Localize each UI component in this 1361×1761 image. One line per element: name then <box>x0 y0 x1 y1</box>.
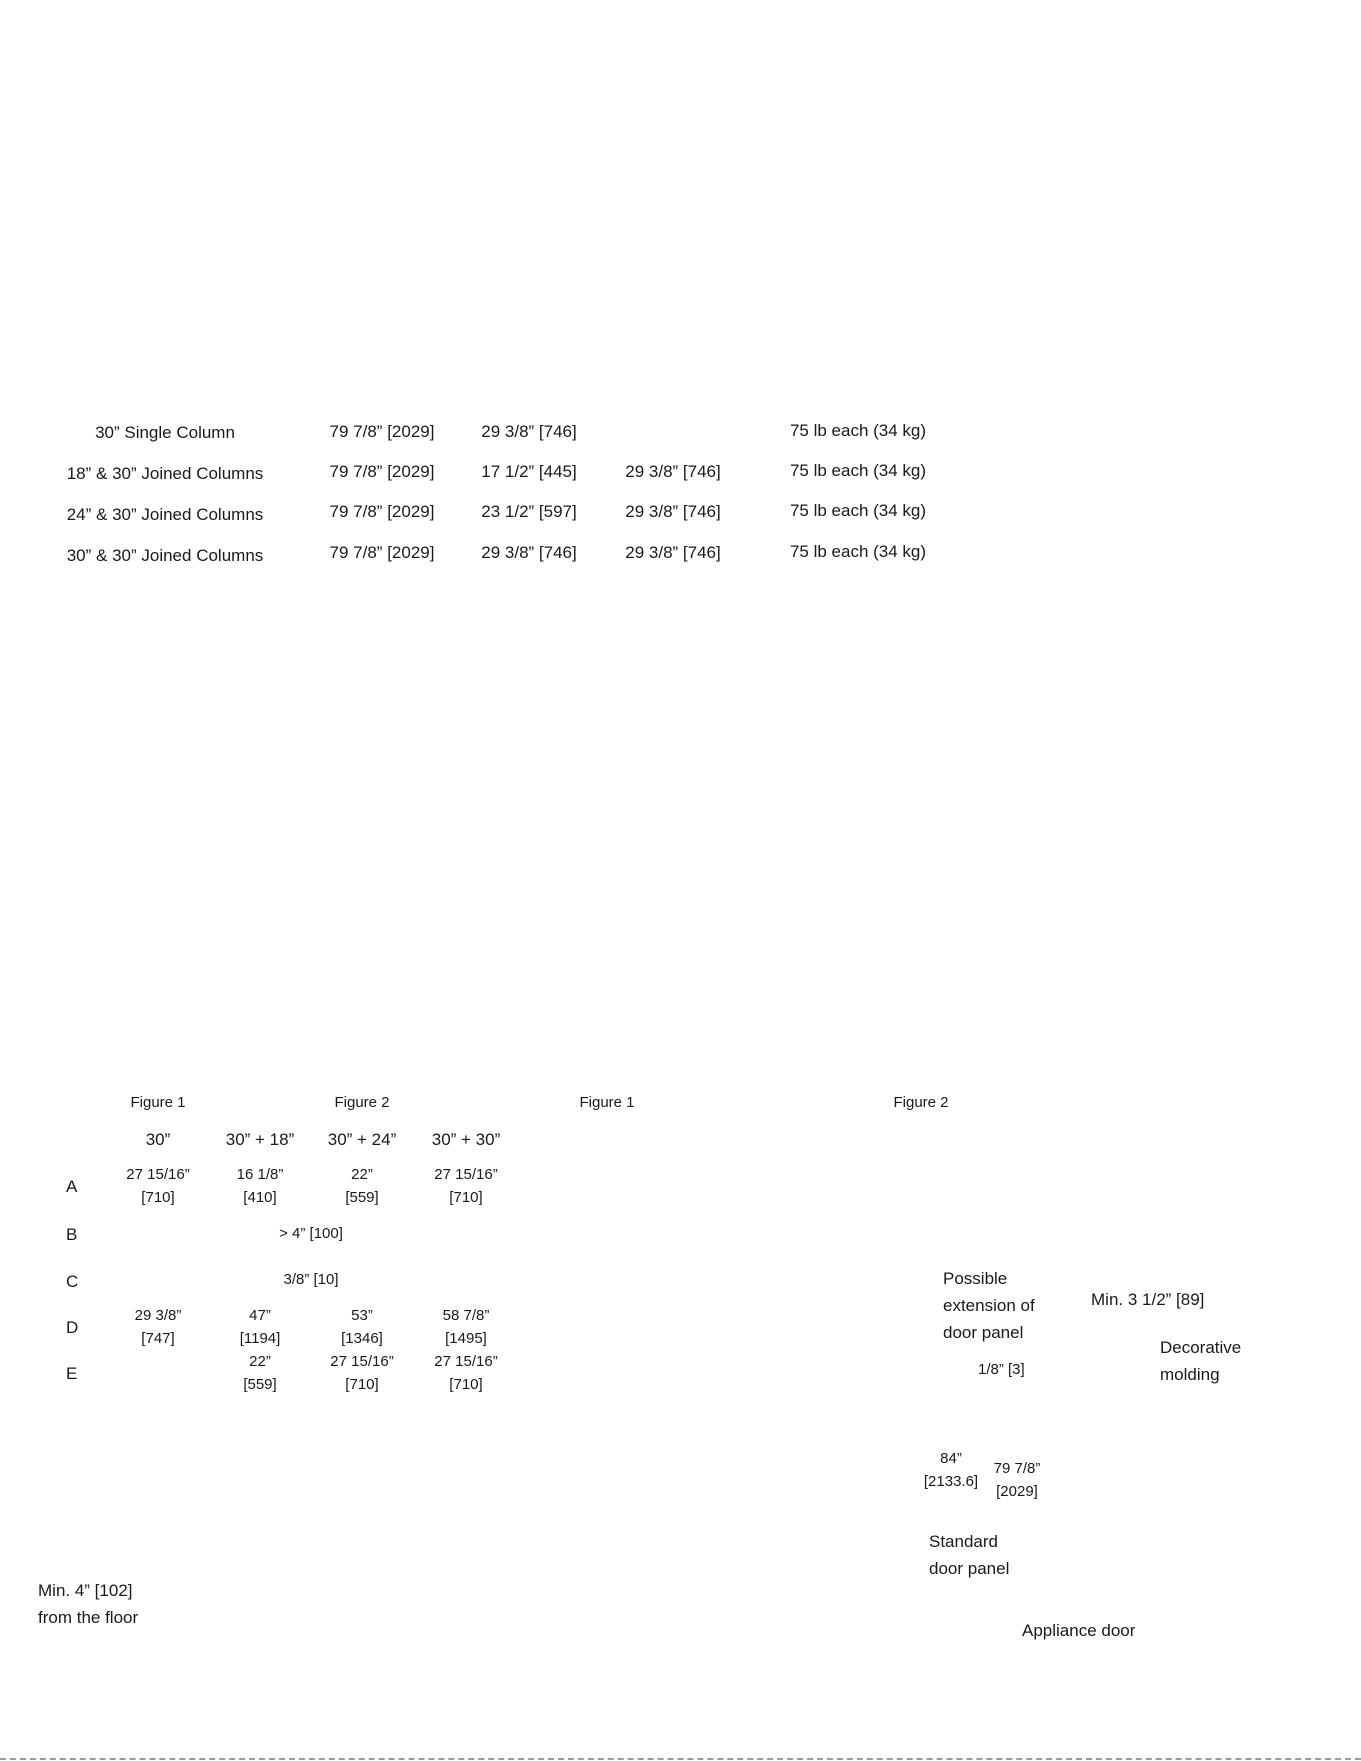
dim-84-label: 84” [2133.6] <box>923 1450 979 1490</box>
spec-row-1-height: 79 7/8” [2029] <box>329 422 435 441</box>
dim-table-figure-1-label: Figure 1 <box>130 1094 186 1111</box>
page-bottom-rule <box>0 1758 1361 1760</box>
spec-row-2-weight: 75 lb each (34 kg) <box>789 461 927 480</box>
dim-cell-d-4: 58 7/8” [1495] <box>442 1307 490 1347</box>
standard-door-panel-label: Standard door panel <box>929 1532 1010 1578</box>
decorative-molding-label: Decorative molding <box>1160 1338 1242 1384</box>
dim-col-header-30-24: 30” + 24” <box>327 1130 397 1149</box>
spec-row-4-config: 30” & 30” Joined Columns <box>66 546 264 565</box>
spec-row-1-config: 30” Single Column <box>95 423 235 442</box>
min-gap-label: Min. 3 1/2” [89] <box>1091 1290 1205 1309</box>
spec-row-2-width-1: 17 1/2” [445] <box>481 462 577 481</box>
spec-row-4-width-1: 29 3/8” [746] <box>481 543 577 562</box>
dim-cell-a-3: 22” [559] <box>345 1166 379 1206</box>
spec-row-2-config: 18” & 30” Joined Columns <box>66 464 264 483</box>
spec-row-1-width-1: 29 3/8” [746] <box>481 422 577 441</box>
dim-row-label-d: D <box>66 1318 79 1337</box>
dim-cell-d-1: 29 3/8” [747] <box>134 1307 182 1347</box>
dim-row-label-b: B <box>66 1225 78 1244</box>
dim-cell-a-4: 27 15/16” [710] <box>434 1166 498 1206</box>
dim-cell-c-merged: 3/8” [10] <box>283 1271 339 1288</box>
dim-cell-d-2: 47” [1194] <box>239 1307 281 1347</box>
dim-col-header-30: 30” <box>145 1130 171 1149</box>
spec-row-4-height: 79 7/8” [2029] <box>329 543 435 562</box>
dim-col-header-30-18: 30” + 18” <box>225 1130 295 1149</box>
dim-table-figure-2-label: Figure 2 <box>334 1094 390 1111</box>
spec-row-3-config: 24” & 30” Joined Columns <box>66 505 264 524</box>
spec-row-1-weight: 75 lb each (34 kg) <box>789 421 927 440</box>
dim-cell-b-merged: > 4” [100] <box>279 1225 343 1242</box>
spec-row-3-height: 79 7/8” [2029] <box>329 502 435 521</box>
dim-cell-e-4: 27 15/16” [710] <box>434 1353 498 1393</box>
figure-1-floor-note: Min. 4” [102] from the floor <box>38 1581 139 1627</box>
figure-1-title: Figure 1 <box>579 1094 635 1111</box>
dim-cell-e-3: 27 15/16” [710] <box>330 1353 394 1393</box>
spec-row-3-weight: 75 lb each (34 kg) <box>789 501 927 520</box>
figure-2-title: Figure 2 <box>893 1094 949 1111</box>
spec-row-3-width-1: 23 1/2” [597] <box>481 502 577 521</box>
dim-cell-a-1: 27 15/16” [710] <box>126 1166 190 1206</box>
spec-row-2-height: 79 7/8” [2029] <box>329 462 435 481</box>
spec-row-2-width-2: 29 3/8” [746] <box>625 462 721 481</box>
spec-row-3-width-2: 29 3/8” [746] <box>625 502 721 521</box>
dim-row-label-a: A <box>66 1177 78 1196</box>
dim-cell-a-2: 16 1/8” [410] <box>236 1166 284 1206</box>
possible-extension-label: Possible extension of door panel <box>943 1269 1035 1342</box>
appliance-door-label: Appliance door <box>1022 1621 1136 1640</box>
gap-label: 1/8” [3] <box>978 1361 1025 1378</box>
dim-79-label: 79 7/8” [2029] <box>993 1460 1041 1500</box>
dim-cell-d-3: 53” [1346] <box>341 1307 383 1347</box>
dim-cell-e-2: 22” [559] <box>243 1353 277 1393</box>
dim-col-header-30-30: 30” + 30” <box>431 1130 501 1149</box>
dim-row-label-c: C <box>66 1272 79 1291</box>
spec-row-4-width-2: 29 3/8” [746] <box>625 543 721 562</box>
spec-row-4-weight: 75 lb each (34 kg) <box>789 542 927 561</box>
dim-row-label-e: E <box>66 1364 78 1383</box>
